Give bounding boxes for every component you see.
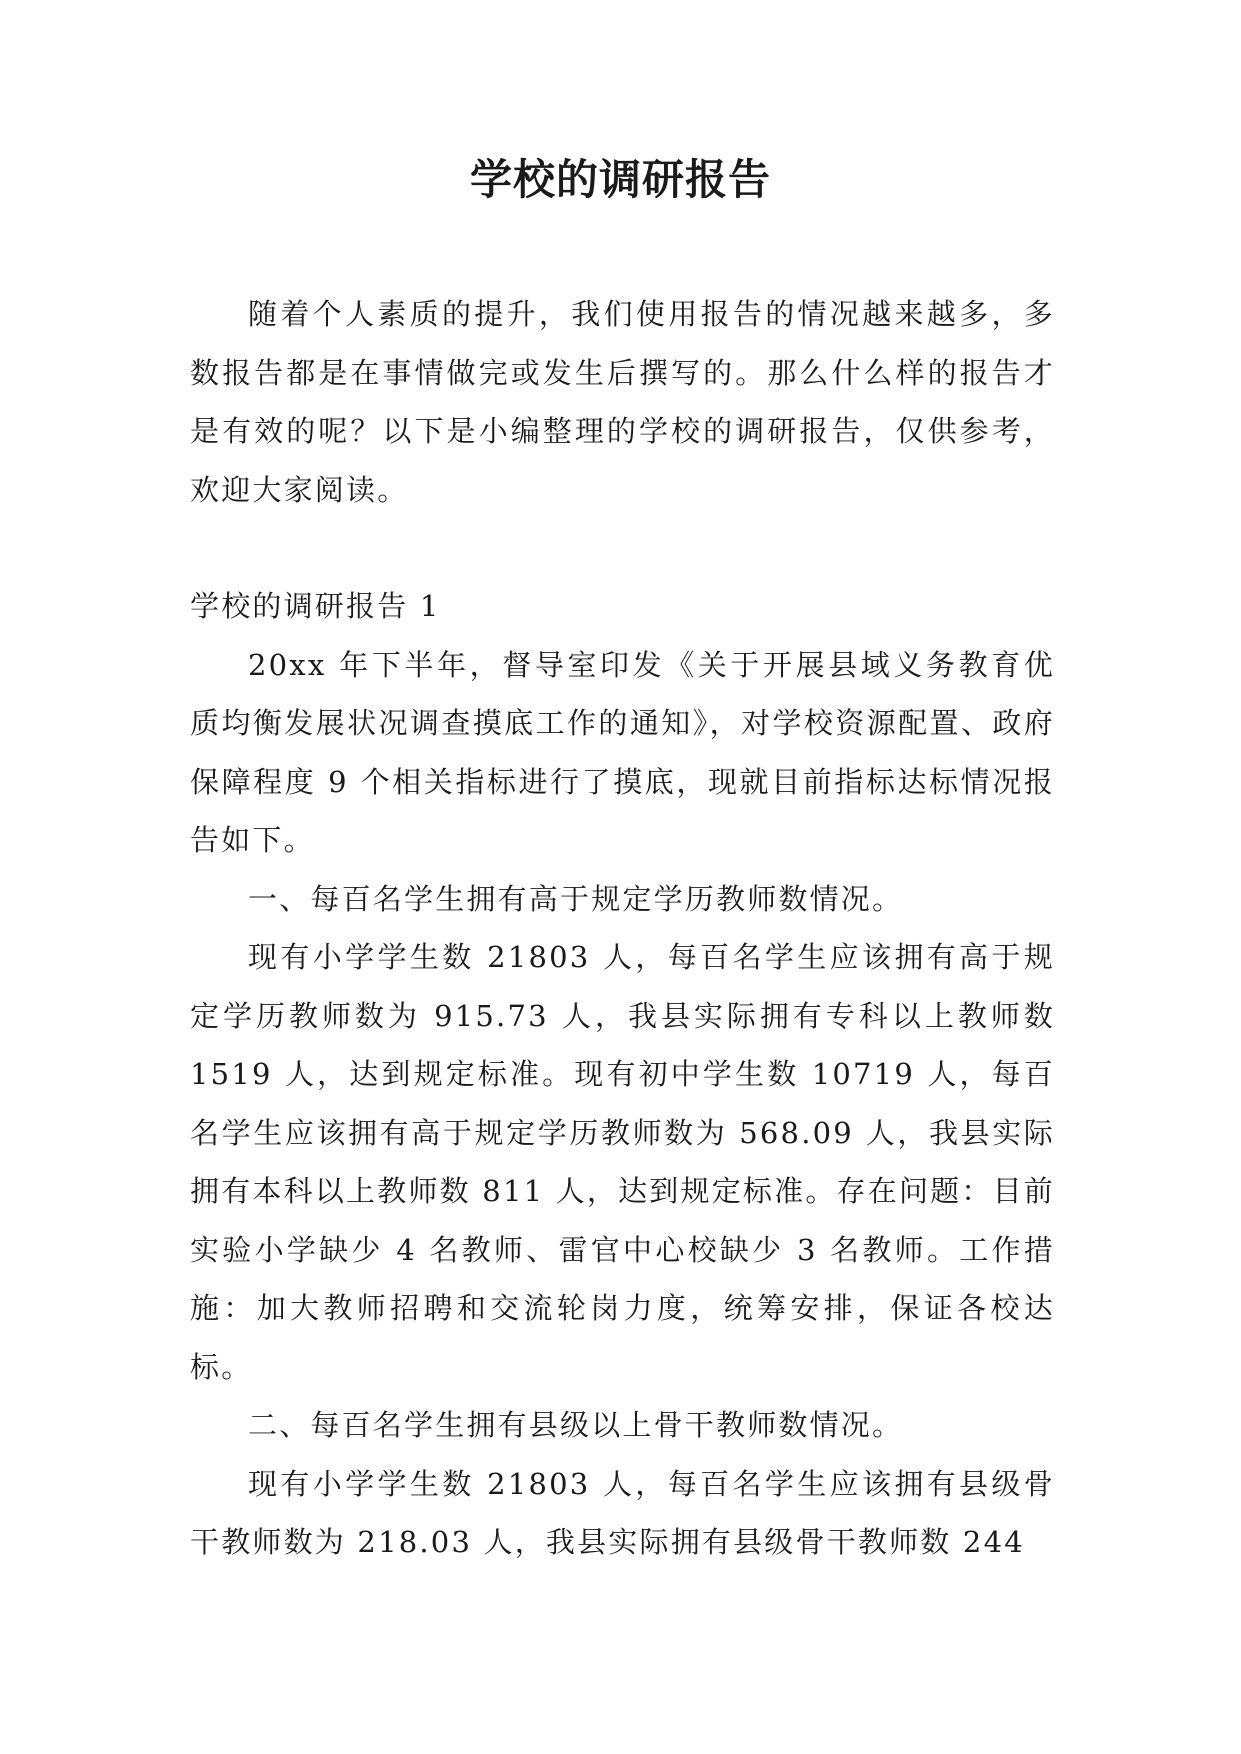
document-title: 学校的调研报告 — [469, 155, 771, 204]
intro-paragraph: 随着个人素质的提升，我们使用报告的情况越来越多，多数报告都是在事情做完或发生后撰写的。那么什么样的报告才是有效的呢？以下是小编整理的学校的调研报告，仅供参考，欢迎大家阅读。 — [190, 297, 1055, 507]
body-paragraph: 一、每百名学生拥有高于规定学历教师数情况。 — [248, 881, 904, 916]
body-paragraph: 现有小学学生数 21803 人，每百名学生应该拥有高于规定学历教师数为 915.73 人，我县实际拥有专科以上教师数 1519 人，达到规定标准。现有初中学生数 10719 人，每百名学生应该拥有高于规定学历教师数为 568.09 人，我县实际拥有本科以上教师数 811 人，达到规定标准。存在问题：目前实验小学缺少 4 名教师、雷官中心校缺少 3 名教师。工作措施：加大教师招聘和交流轮岗力度，统筹安排，保证各校达标。 — [190, 940, 1055, 1384]
body-paragraph: 20xx 年下半年，督导室印发《关于开展县域义务教育优质均衡发展状况调查摸底工作的通知》，对学校资源配置、政府保障程度 9 个相关指标进行了摸底，现就目前指标达标情况报告如下。 — [190, 647, 1055, 857]
body-paragraph: 现有小学学生数 21803 人，每百名学生应该拥有县级骨干教师数为 218.03 人，我县实际拥有县级骨干教师数 244 — [190, 1466, 1055, 1559]
document-body — [190, 285, 1055, 1572]
paragraph-spacer — [190, 519, 1055, 577]
body-paragraph: 二、每百名学生拥有县级以上骨干教师数情况。 — [248, 1408, 904, 1442]
section-heading: 学校的调研报告 1 — [190, 589, 441, 623]
